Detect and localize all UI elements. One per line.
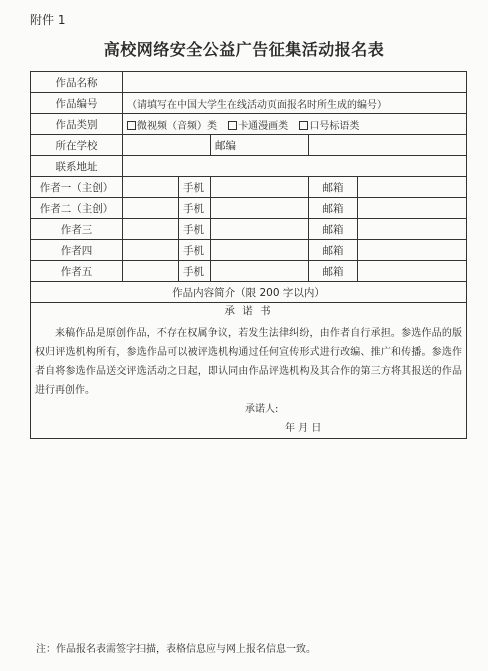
email-label: 邮箱 (309, 219, 358, 240)
school-label: 所在学校 (31, 135, 123, 156)
author-name-field[interactable] (123, 261, 179, 282)
email-field[interactable] (358, 240, 467, 261)
page-title: 高校网络安全公益广告征集活动报名表 (103, 40, 385, 59)
phone-field[interactable] (211, 177, 309, 198)
email-label: 邮箱 (309, 177, 358, 198)
author-name-field[interactable] (123, 198, 179, 219)
phone-label: 手机 (179, 177, 211, 198)
email-field[interactable] (358, 261, 467, 282)
phone-label: 手机 (179, 240, 211, 261)
checkbox-icon[interactable] (299, 121, 308, 130)
pledge-date[interactable]: 年 月 日 (285, 423, 322, 434)
author-name-field[interactable] (123, 177, 179, 198)
phone-label: 手机 (179, 198, 211, 219)
pledge-title: 承 诺 书 (224, 305, 273, 317)
phone-label: 手机 (179, 261, 211, 282)
category-option-video[interactable]: 微视频（音频）类 (127, 121, 217, 132)
checkbox-icon[interactable] (127, 121, 136, 130)
author-label: 作者五 (31, 261, 123, 282)
author-label: 作者四 (31, 240, 123, 261)
email-label: 邮箱 (309, 240, 358, 261)
author-row (31, 261, 467, 282)
work-id-row (31, 93, 467, 114)
work-name-field[interactable] (123, 72, 467, 93)
category-option-slogan[interactable]: 口号标语类 (299, 121, 359, 132)
work-id-label: 作品编号 (31, 93, 123, 114)
author-label: 作者三 (31, 219, 123, 240)
author-label: 作者一（主创） (31, 177, 123, 198)
author-row (31, 219, 467, 240)
author-label: 作者二（主创） (31, 198, 123, 219)
phone-field[interactable] (211, 240, 309, 261)
address-label: 联系地址 (31, 156, 123, 177)
pledge-body: 来稿作品是原创作品，不存在权属争议，若发生法律纠纷，由作者自行承担。参选作品的版权归评选机构所有，参选作品可以被评选机构通过任何宣传形式进行改编、推广和传播。参选作者自将参选作品送交评选活动之日起，即认同由作品评选机构及其合作的第三方将其报送的作品进行再创作。 (35, 328, 463, 396)
email-field[interactable] (358, 177, 467, 198)
work-name-row (31, 72, 467, 93)
work-name-label: 作品名称 (31, 72, 123, 93)
category-label: 作品类别 (31, 114, 123, 135)
pledge-section (31, 303, 467, 439)
phone-field[interactable] (211, 261, 309, 282)
intro-field[interactable] (31, 282, 467, 303)
author-row (31, 198, 467, 219)
author-name-field[interactable] (123, 240, 179, 261)
pledge-signer[interactable]: 承诺人: (245, 404, 279, 415)
email-field[interactable] (358, 198, 467, 219)
phone-label: 手机 (179, 219, 211, 240)
email-field[interactable] (358, 219, 467, 240)
category-options (123, 114, 467, 135)
phone-field[interactable] (211, 219, 309, 240)
intro-label: 作品内容简介（限 200 字以内） (172, 286, 325, 299)
zip-label: 邮编 (211, 135, 309, 156)
school-row (31, 135, 467, 156)
author-row (31, 177, 467, 198)
category-row (31, 114, 467, 135)
address-row (31, 156, 467, 177)
zip-field[interactable] (309, 135, 467, 156)
work-id-field[interactable]: （请填写在中国大学生在线活动页面报名时所生成的编号） (123, 93, 467, 114)
school-field[interactable] (123, 135, 211, 156)
author-name-field[interactable] (123, 219, 179, 240)
footnote: 注：作品报名表需签字扫描，表格信息应与网上报名信息一致。 (36, 644, 316, 655)
phone-field[interactable] (211, 198, 309, 219)
address-field[interactable] (123, 156, 467, 177)
author-row (31, 240, 467, 261)
email-label: 邮箱 (309, 198, 358, 219)
registration-form (30, 71, 467, 439)
email-label: 邮箱 (309, 261, 358, 282)
category-option-comic[interactable]: 卡通漫画类 (228, 121, 288, 132)
attachment-label: 附件 1 (30, 13, 66, 27)
checkbox-icon[interactable] (228, 121, 237, 130)
intro-row (31, 282, 467, 303)
pledge-row (31, 303, 467, 439)
